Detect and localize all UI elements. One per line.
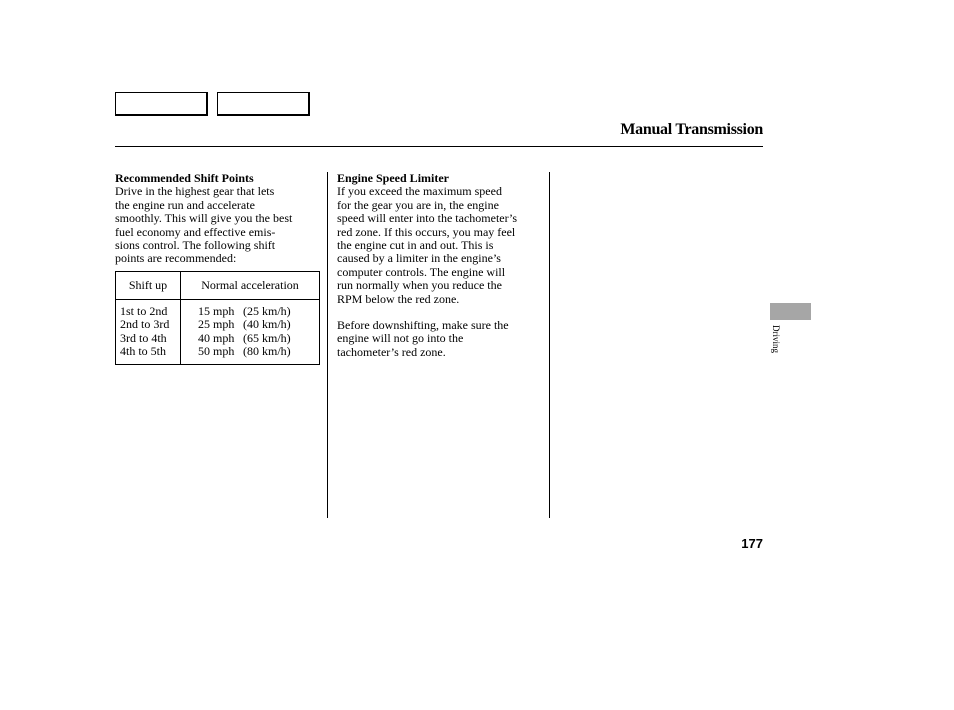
downshift-paragraph (337, 319, 547, 359)
text-line: points are recommended: (115, 251, 237, 266)
text-line: tachometer’s red zone. (337, 344, 446, 359)
text-line: run normally when you reduce the (337, 278, 502, 293)
table-cell-kmh: (80 km/h) (243, 344, 291, 359)
shift-points-table (115, 271, 320, 365)
text-line: speed will enter into the tachometer’s (337, 211, 518, 226)
text-line: engine will not go into the (337, 331, 464, 346)
section-heading-speed-limiter: Engine Speed Limiter (337, 171, 450, 185)
table-cell-kmh: (40 km/h) (243, 317, 291, 332)
table-body (116, 305, 319, 359)
page-number: 177 (741, 536, 763, 551)
table-cell-kmh: (65 km/h) (243, 330, 291, 345)
text-line: fuel economy and effective emis- (115, 224, 276, 239)
text-line: sions control. The following shift (115, 238, 276, 253)
text-line: RPM below the red zone. (337, 291, 460, 306)
text-line: If you exceed the maximum speed (337, 184, 502, 199)
section-tab-marker (770, 303, 811, 320)
text-line: the engine run and accelerate (115, 197, 255, 212)
table-cell-gear: 4th to 5th (120, 344, 167, 359)
section-heading-shift-points: Recommended Shift Points (115, 171, 254, 185)
middle-column (337, 172, 547, 359)
text-line: Before downshifting, make sure the (337, 318, 509, 333)
table-cell-mph: 25 mph (198, 317, 235, 332)
text-line: smoothly. This will give you the best (115, 211, 293, 226)
table-cell-mph: 15 mph (198, 304, 235, 318)
column-divider (327, 172, 328, 518)
nav-box-previous[interactable] (115, 92, 208, 116)
table-header-normal-acceleration: Normal acceleration (201, 278, 299, 292)
table-row (116, 345, 319, 358)
table-row (116, 332, 319, 345)
left-column (115, 172, 320, 266)
table-header-divider (116, 299, 319, 300)
shift-points-paragraph (115, 185, 320, 265)
text-line: the engine cut in and out. This is (337, 238, 494, 253)
table-cell-gear: 3rd to 4th (120, 330, 167, 345)
table-cell-kmh: (25 km/h) (243, 304, 291, 318)
table-cell-gear: 1st to 2nd (120, 304, 168, 318)
table-cell-gear: 2nd to 3rd (120, 317, 170, 332)
speed-limiter-paragraph (337, 185, 547, 306)
text-line: for the gear you are in, the engine (337, 197, 499, 212)
table-header-shift-up: Shift up (128, 278, 168, 292)
column-divider (549, 172, 550, 518)
table-row (116, 305, 319, 318)
table-cell-mph: 50 mph (198, 344, 235, 359)
page-title: Manual Transmission (620, 121, 763, 138)
title-rule (115, 146, 763, 147)
text-line: Drive in the highest gear that lets (115, 184, 275, 199)
table-cell-mph: 40 mph (198, 330, 235, 345)
text-line: red zone. If this occurs, you may feel (337, 224, 516, 239)
text-line: caused by a limiter in the engine’s (337, 251, 501, 266)
section-tab-label: Driving (771, 325, 781, 353)
text-line: computer controls. The engine will (337, 264, 506, 279)
table-row (116, 318, 319, 331)
nav-box-next[interactable] (217, 92, 310, 116)
